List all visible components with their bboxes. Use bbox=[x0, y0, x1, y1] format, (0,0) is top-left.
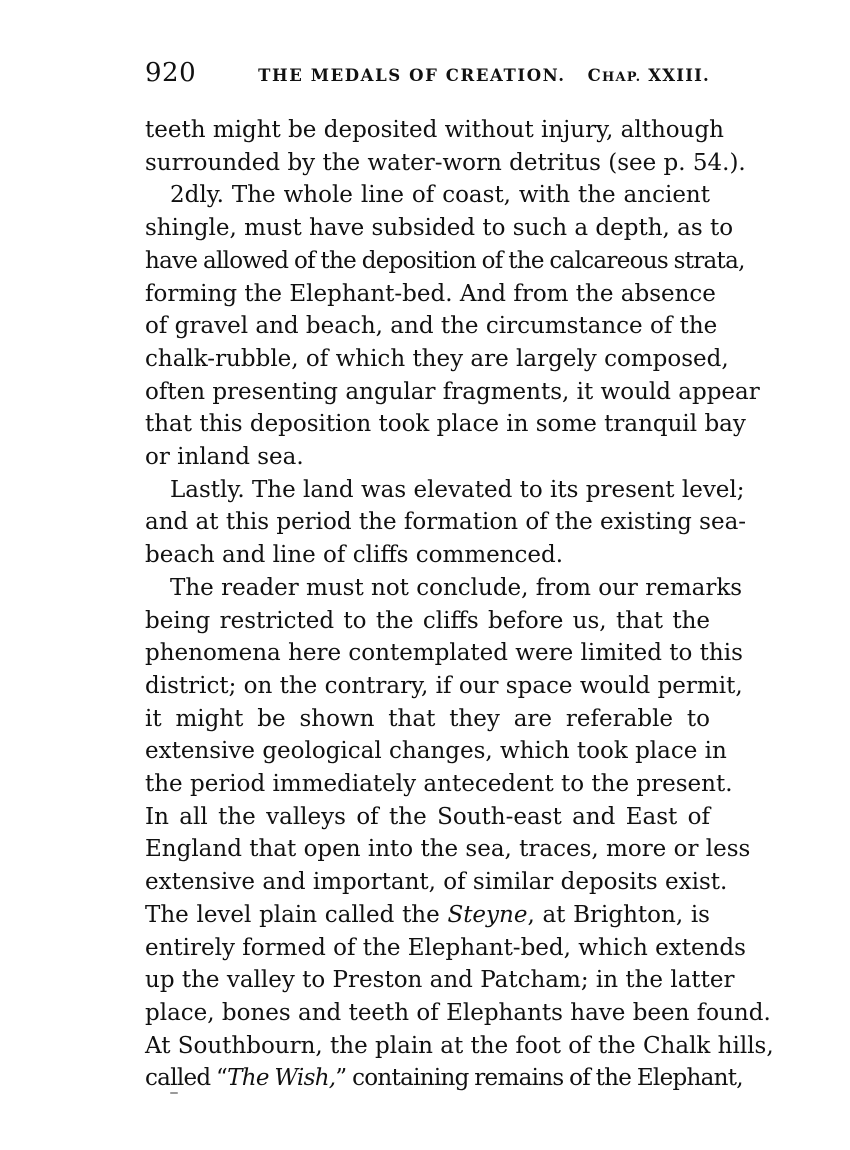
text-segment: ” containing remains of the Elephant, bbox=[335, 1065, 743, 1092]
chapter-prefix: C bbox=[587, 66, 602, 85]
text-line: or inland sea. bbox=[145, 444, 304, 471]
text-line: The reader must not conclude, from our remarks bbox=[170, 574, 743, 601]
chapter-label bbox=[588, 66, 710, 85]
text-line: chalk-rubble, of which they are largely composed, bbox=[145, 345, 729, 372]
text-segment: The level plain called the bbox=[145, 901, 448, 928]
text-line bbox=[145, 1062, 743, 1095]
text-line: often presenting angular fragments, it would appear bbox=[145, 378, 760, 405]
text-line: extensive and important, of similar deposits exist. bbox=[145, 869, 728, 896]
text-line: district; on the contrary, if our space would permit, bbox=[145, 672, 743, 699]
text-line: up the valley to Preston and Patcham; in the latter bbox=[145, 967, 735, 994]
text-line: place, bones and teeth of Elephants have been found. bbox=[145, 999, 771, 1026]
running-title: THE MEDALS OF CREATION. bbox=[258, 66, 566, 85]
text-line: entirely formed of the Elephant-bed, which extends bbox=[145, 934, 746, 961]
text-line: At Southbourn, the plain at the foot of the Chalk hills, bbox=[145, 1032, 774, 1059]
body-text bbox=[145, 114, 774, 1095]
text-line: In all the valleys of the South-east and East of bbox=[145, 803, 710, 830]
page-header bbox=[145, 58, 710, 94]
text-line: 2dly. The whole line of coast, with the ancient bbox=[170, 182, 710, 209]
text-line: extensive geological changes, which took place in bbox=[145, 738, 727, 765]
text-line: of gravel and beach, and the circumstance of the bbox=[145, 313, 718, 340]
chapter-number: XXIII. bbox=[648, 66, 710, 85]
italic-term: The Wish, bbox=[227, 1065, 336, 1092]
text-line: beach and line of cliffs commenced. bbox=[145, 542, 564, 569]
text-line: being restricted to the cliffs before us, that the bbox=[145, 607, 710, 634]
text-line: the period immediately antecedent to the present. bbox=[145, 771, 733, 798]
text-line: phenomena here contemplated were limited to this bbox=[145, 640, 743, 667]
text-line: that this deposition took place in some tranquil bay bbox=[145, 411, 746, 438]
text-line: shingle, must have subsided to such a depth, as to bbox=[145, 215, 734, 242]
text-line: have allowed of the deposition of the calcareous strata, bbox=[145, 247, 745, 274]
text-line: teeth might be deposited without injury, although bbox=[145, 117, 724, 143]
text-line: surrounded by the water-worn detritus (see p. 54.). bbox=[145, 149, 746, 176]
text-line: forming the Elephant-bed. And from the absence bbox=[145, 280, 716, 307]
print-smudge bbox=[170, 1092, 178, 1094]
text-line: it might be shown that they are referable to bbox=[145, 705, 710, 732]
chapter-smallcaps: HAP. bbox=[601, 70, 642, 85]
page-number: 920 bbox=[145, 58, 197, 88]
text-line bbox=[145, 899, 710, 932]
text-line: Lastly. The land was elevated to its present level; bbox=[170, 476, 745, 503]
text-segment: called “ bbox=[145, 1065, 228, 1092]
text-segment: , at Brighton, is bbox=[527, 901, 710, 928]
text-line: England that open into the sea, traces, more or less bbox=[145, 836, 751, 863]
italic-term: Steyne bbox=[447, 901, 528, 928]
text-line: and at this period the formation of the existing sea- bbox=[145, 509, 747, 536]
